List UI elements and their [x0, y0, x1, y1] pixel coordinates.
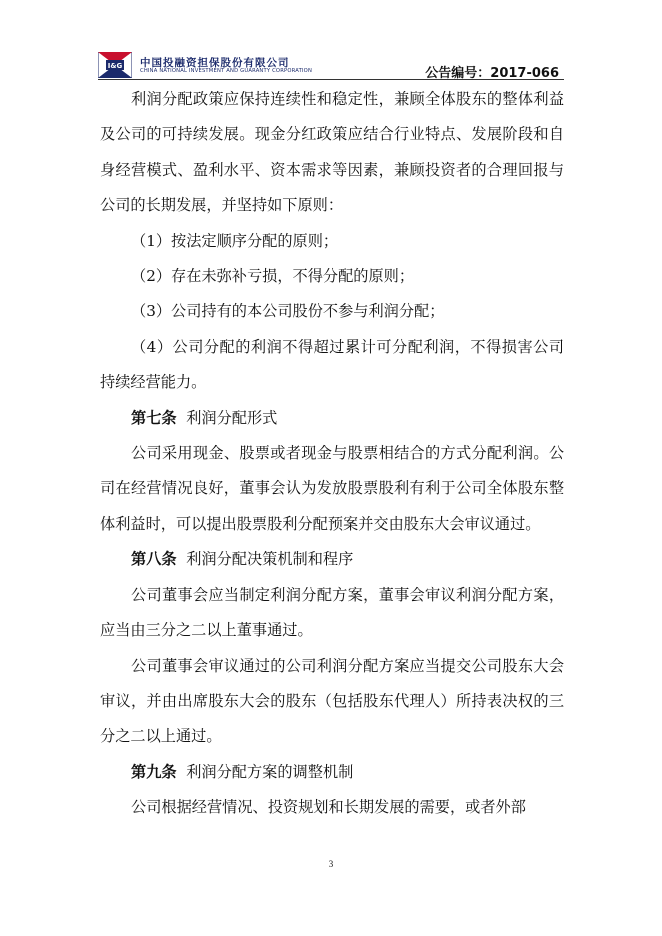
principle-item: （2）存在未弥补亏损，不得分配的原则；: [131, 267, 415, 286]
paragraph: 公司董事会应当制定利润分配方案，董事会审议利润分配方案，应当由三分之二以上董事通过。: [100, 585, 564, 640]
article-title: 利润分配方案的调整机制: [186, 762, 354, 781]
document-body: [100, 82, 564, 826]
principle-item: （1）按法定顺序分配的原则；: [131, 231, 339, 250]
article-title: 利润分配形式: [186, 408, 278, 427]
page-header: [0, 0, 662, 80]
article-heading: [100, 542, 564, 577]
logo-text: I&G: [107, 62, 123, 70]
company-name-en: CHINA NATIONAL INVESTMENT AND GUARANTY CORPORATION: [140, 68, 313, 74]
article-number: 第八条: [131, 550, 177, 569]
paragraph: 利润分配政策应保持连续性和稳定性，兼顾全体股东的整体利益及公司的可持续发展。现金分红政策应结合行业特点、发展阶段和自身经营模式、盈利水平、资本需求等因素，兼顾投资者的合理回报与公司的长期发展，并坚持如下原则：: [100, 90, 564, 215]
company-name-cn: 中国投融资担保股份有限公司: [140, 57, 290, 69]
principle-item: （4）公司分配的利润不得超过累计可分配利润，不得损害公司持续经营能力。: [100, 337, 564, 392]
page-number: 3: [328, 859, 334, 869]
article-number: 第九条: [131, 762, 177, 781]
paragraph: 公司根据经营情况、投资规划和长期发展的需要，或者外部: [131, 798, 526, 817]
article-heading: [100, 755, 564, 790]
company-logo-icon: [98, 52, 132, 78]
paragraph: 公司董事会审议通过的公司利润分配方案应当提交公司股东大会审议，并由出席股东大会的股东（包括股东代理人）所持表决权的三分之二以上通过。: [100, 656, 564, 746]
article-heading: [100, 401, 564, 436]
article-number: 第七条: [131, 408, 177, 427]
paragraph: 公司采用现金、股票或者现金与股票相结合的方式分配利润。公司在经营情况良好，董事会认为发放股票股利有利于公司全体股东整体利益时，可以提出股票股利分配预案并交由股东大会审议通过。: [100, 444, 564, 533]
principle-item: （3）公司持有的本公司股份不参与利润分配；: [131, 302, 445, 321]
header-divider: [98, 79, 564, 80]
article-title: 利润分配决策机制和程序: [186, 550, 354, 569]
announcement-number: 公告编号：2017-066: [425, 66, 559, 81]
